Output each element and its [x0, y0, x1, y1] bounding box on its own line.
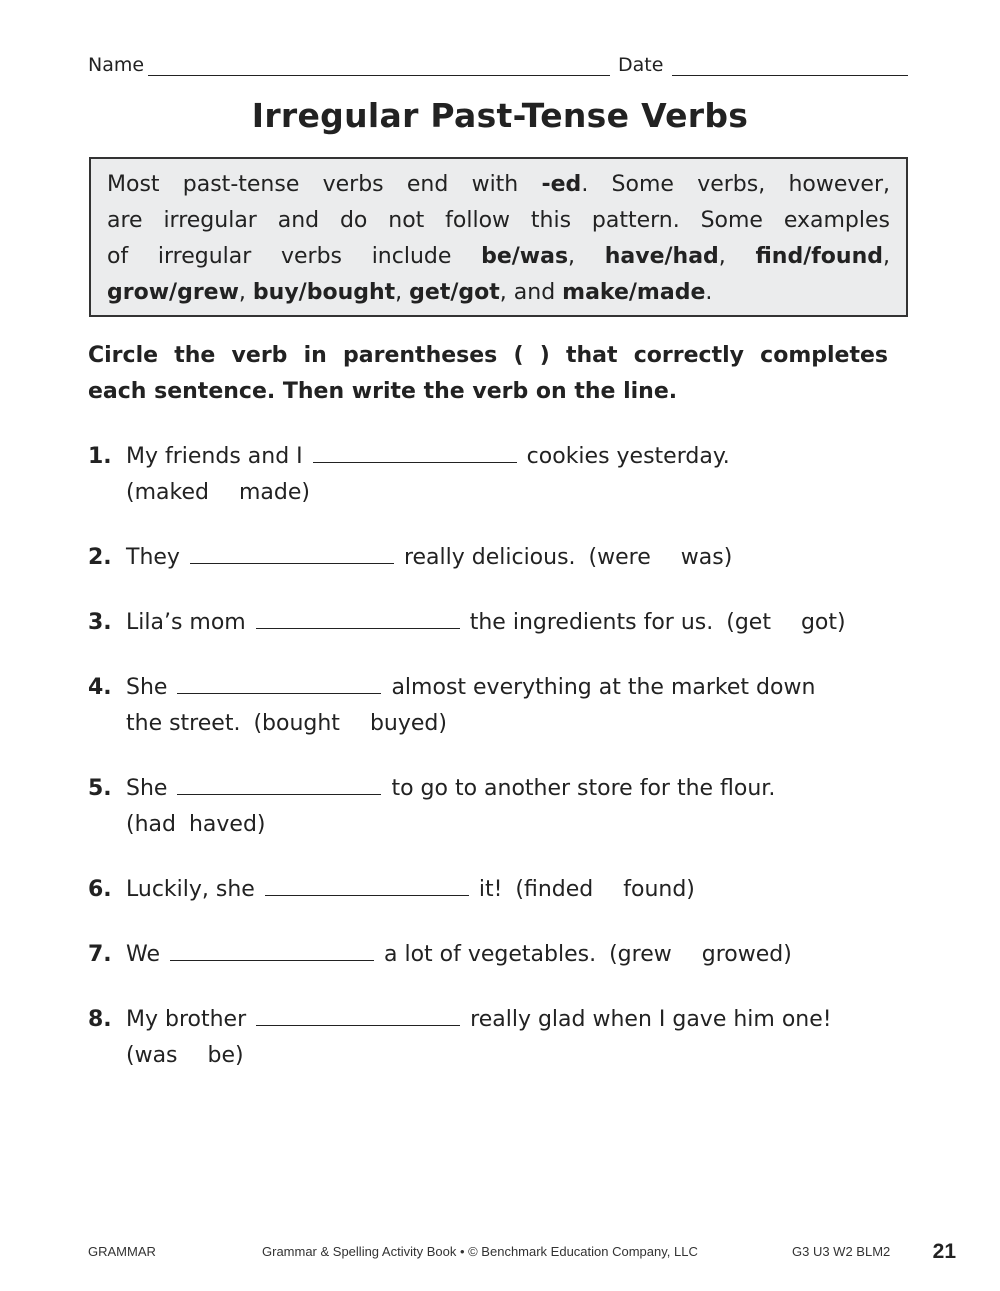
- choice-option[interactable]: buyed): [369, 711, 447, 736]
- question-number: 5.: [88, 776, 112, 801]
- choice-option[interactable]: (was: [126, 1043, 178, 1068]
- instructions: [88, 338, 888, 410]
- choice-option[interactable]: (had: [126, 812, 176, 837]
- answer-blank[interactable]: [265, 875, 469, 896]
- instructions-line-1: Circle the verb in parentheses ( ) that correctly completes: [88, 343, 888, 368]
- date-input-line[interactable]: [672, 75, 908, 76]
- answer-blank[interactable]: [190, 543, 394, 564]
- answer-blank[interactable]: [313, 442, 517, 463]
- choice-option[interactable]: (grew: [609, 942, 672, 967]
- question-number: 1.: [88, 444, 112, 469]
- question-number: 6.: [88, 877, 112, 902]
- choice-option[interactable]: (maked: [126, 480, 209, 505]
- answer-blank[interactable]: [177, 774, 381, 795]
- question-number: 4.: [88, 675, 112, 700]
- choice-option[interactable]: was): [680, 545, 733, 570]
- name-label: Name: [88, 54, 145, 76]
- info-line-3: of irregular verbs include be/was, have/had, find/found,: [107, 244, 890, 269]
- choice-option[interactable]: haved): [188, 812, 266, 837]
- choice-option[interactable]: (finded: [515, 877, 594, 902]
- choice-option[interactable]: (bought: [253, 711, 340, 736]
- footer-code: G3 U3 W2 BLM2: [792, 1244, 891, 1259]
- name-date-header: [88, 54, 908, 80]
- answer-blank[interactable]: [170, 940, 374, 961]
- answer-blank[interactable]: [177, 673, 381, 694]
- question-number: 7.: [88, 942, 112, 967]
- choice-option[interactable]: made): [238, 480, 310, 505]
- answer-blank[interactable]: [256, 608, 460, 629]
- info-line-1: Most past-tense verbs end with -ed. Some verbs, however,: [107, 172, 890, 197]
- answer-blank[interactable]: [256, 1005, 460, 1026]
- info-box: [89, 157, 908, 317]
- info-line-2: are irregular and do not follow this pattern. Some examples: [107, 208, 890, 233]
- date-label: Date: [618, 54, 664, 76]
- choice-option[interactable]: (get: [726, 610, 771, 635]
- info-line-4: grow/grew, buy/bought, get/got, and make/made.: [107, 280, 713, 305]
- worksheet-page: Name Date Irregular Past-Tense Verbs Most past-tense verbs end with -ed. Some verbs, however, are irregular and do not follow this pattern. Some examples of irregular verbs include be/was, have/had, find/found, grow/grew, buy/bought, get/got, and make/made. Circle the verb in parentheses ( ) that correctly completes each sentence. Then write the verb on the line. 1. My friends and I cookies yesterday. (maked made) 2. They really delicious. (were was) 3. Lila’s mom the ingredients for us. (get got) 4. She almost everything at the market down the street. (bought buyed) 5. She to go to another store for the flour. (had haved) 6. Luckily, she it! (finded found) 7. We a lot of vegetables. (grew growed) 8. My brother really glad when I gave him one! (was be) GRAMMAR Grammar & Spelling Activity Book • © Benchmark Education Company, LLC G3 U3 W2 BLM2 21: [0, 0, 1000, 1291]
- choice-option[interactable]: be): [207, 1043, 244, 1068]
- page-title: Irregular Past-Tense Verbs: [251, 96, 749, 135]
- footer-section-label: GRAMMAR: [88, 1244, 156, 1259]
- choice-option[interactable]: growed): [701, 942, 792, 967]
- question-number: 3.: [88, 610, 112, 635]
- choice-option[interactable]: got): [800, 610, 846, 635]
- footer-copyright: Grammar & Spelling Activity Book • © Benchmark Education Company, LLC: [262, 1244, 698, 1259]
- name-input-line[interactable]: [148, 75, 610, 76]
- instructions-line-2: each sentence. Then write the verb on the line.: [88, 379, 678, 404]
- question-number: 2.: [88, 545, 112, 570]
- question-number: 8.: [88, 1007, 112, 1032]
- page-number: 21: [932, 1240, 956, 1263]
- choice-option[interactable]: (were: [588, 545, 651, 570]
- choice-option[interactable]: found): [623, 877, 695, 902]
